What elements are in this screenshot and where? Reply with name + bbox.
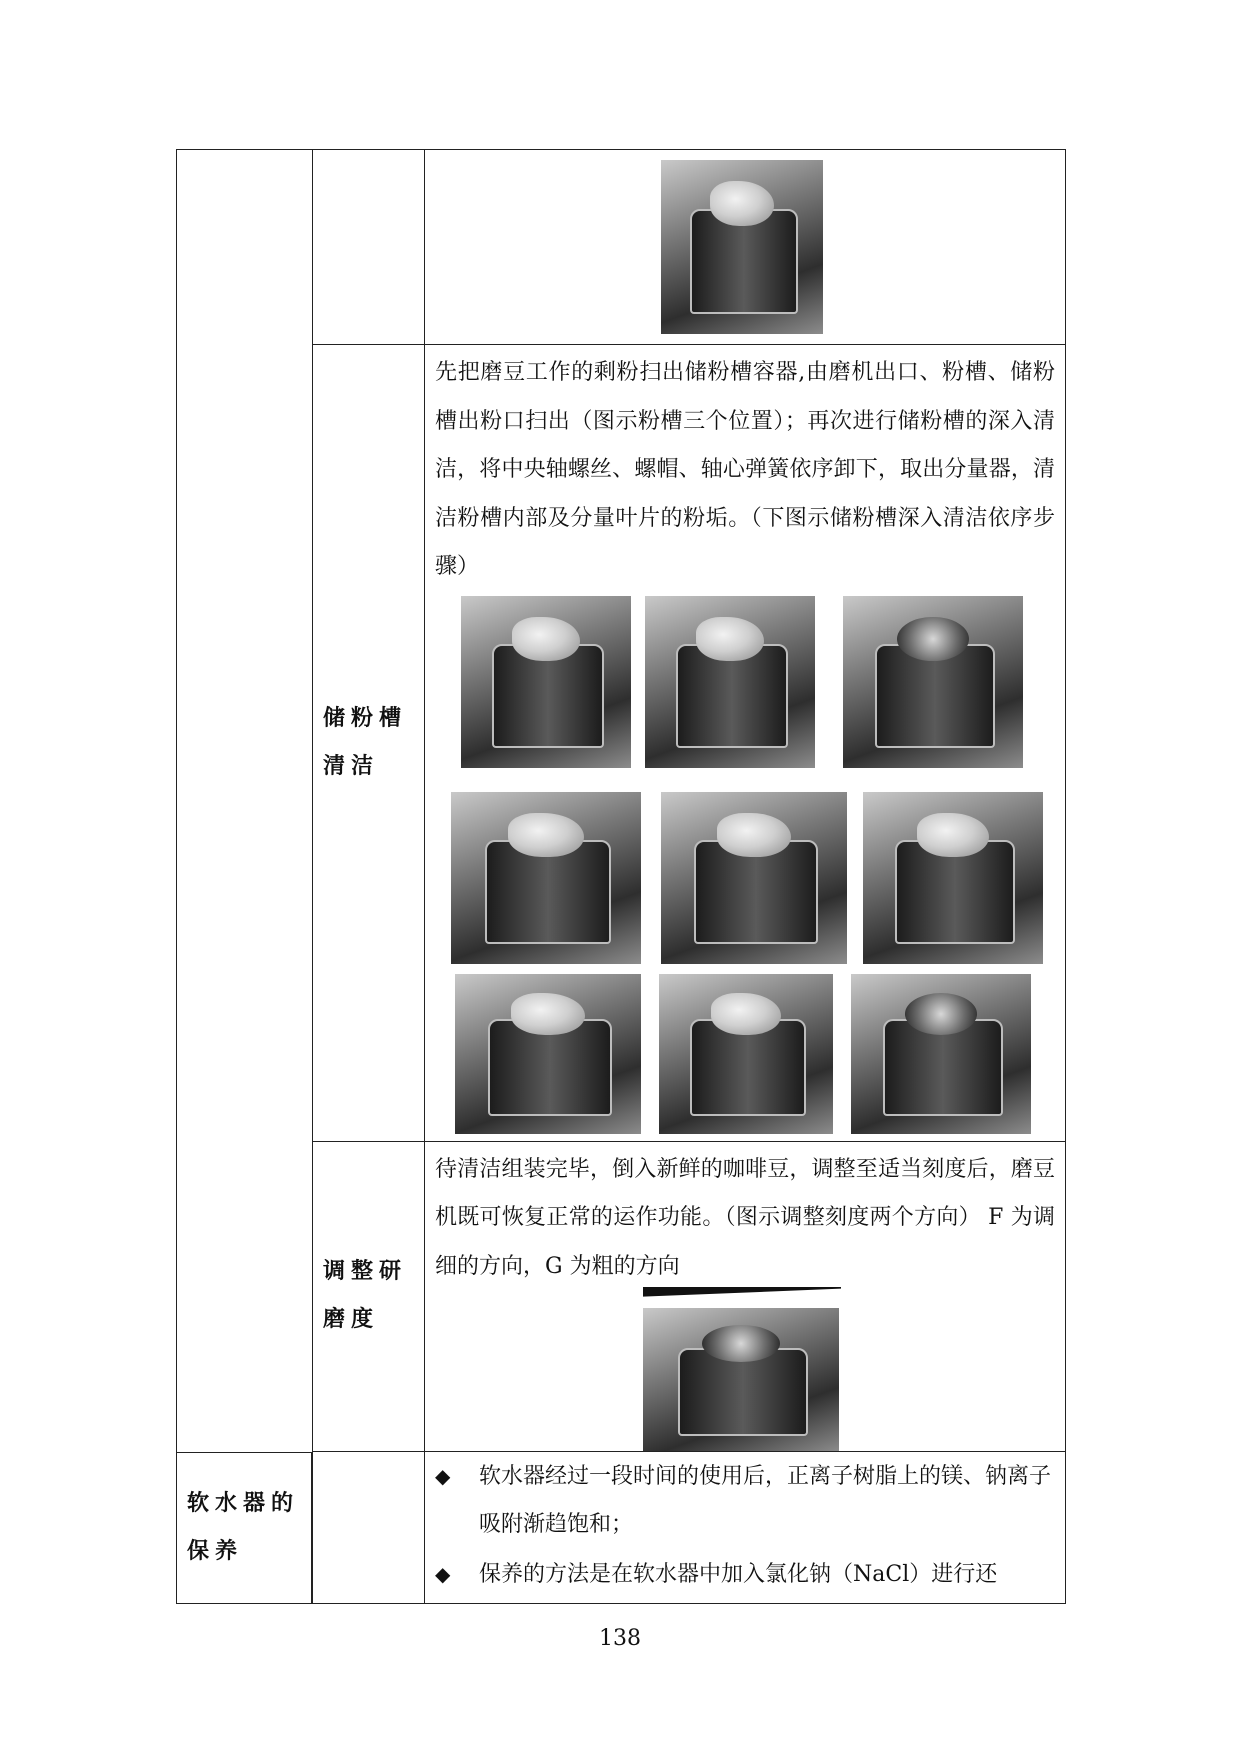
step-photo-7 bbox=[455, 974, 641, 1134]
step-photo-2 bbox=[645, 596, 815, 768]
section-label-cell-empty bbox=[177, 150, 313, 1604]
step-photo-3 bbox=[843, 596, 1023, 768]
grind-adjust-text: 待清洁组装完毕，倒入新鲜的咖啡豆，调整至适当刻度后，磨豆机既可恢复正常的运作功能。（图示调整刻度两个方向） F 为调细的方向，G 为粗的方向 bbox=[435, 1156, 1055, 1279]
doser-cleaning-label: 储粉槽清洁 bbox=[323, 705, 408, 779]
softener-bullet-1: ◆ 软水器经过一段时间的使用后，正离子树脂上的镁、钠离子吸附渐趋饱和； bbox=[435, 1452, 1055, 1550]
black-diamond-icon: ◆ bbox=[435, 1463, 451, 1488]
softener-label-box bbox=[176, 1452, 312, 1604]
doser-cleaning-text: 先把磨豆工作的剩粉扫出储粉槽容器,由磨机出口、粉槽、储粉槽出粉口扫出（图示粉槽三个位置）；再次进行储粉槽的深入清洁，将中央轴螺丝、螺帽、轴心弹簧依序卸下，取出分量器，清洁粉槽内部及分量叶片的粉垢。（下图示储粉槽深入清洁依序步骤） bbox=[435, 360, 1055, 580]
softener-label: 软水器的保养 bbox=[187, 1491, 300, 1564]
step-photo-8 bbox=[659, 974, 833, 1134]
step-photo-6 bbox=[863, 792, 1043, 964]
grind-adjust-content bbox=[425, 1141, 1066, 1451]
doser-cleaning-content bbox=[425, 345, 1066, 1142]
burr-photo-cell bbox=[425, 150, 1066, 345]
subsection-label-cell-empty bbox=[313, 1451, 425, 1603]
black-diamond-icon: ◆ bbox=[435, 1561, 451, 1586]
softener-bullet-2: ◆ 保养的方法是在软水器中加入氯化钠（NaCl）进行还 bbox=[435, 1550, 1055, 1600]
step-photo-5 bbox=[661, 792, 847, 964]
wedge-indicator bbox=[643, 1287, 841, 1297]
step-photo-9 bbox=[851, 974, 1031, 1134]
label-cell-doser-cleaning bbox=[313, 345, 425, 1142]
subsection-label-cell-empty bbox=[313, 150, 425, 345]
page-number: 138 bbox=[599, 1626, 641, 1651]
table-row bbox=[177, 150, 1066, 345]
burr-cleaning-photo bbox=[661, 160, 823, 334]
grind-adjust-label: 调整研磨度 bbox=[323, 1259, 408, 1333]
step-photo-1 bbox=[461, 596, 631, 768]
softener-content bbox=[425, 1451, 1066, 1603]
step-photo-4 bbox=[451, 792, 641, 964]
grinder-adjust-photo bbox=[643, 1308, 839, 1452]
content-table bbox=[176, 149, 1066, 1604]
label-cell-grind-adjust bbox=[313, 1141, 425, 1451]
